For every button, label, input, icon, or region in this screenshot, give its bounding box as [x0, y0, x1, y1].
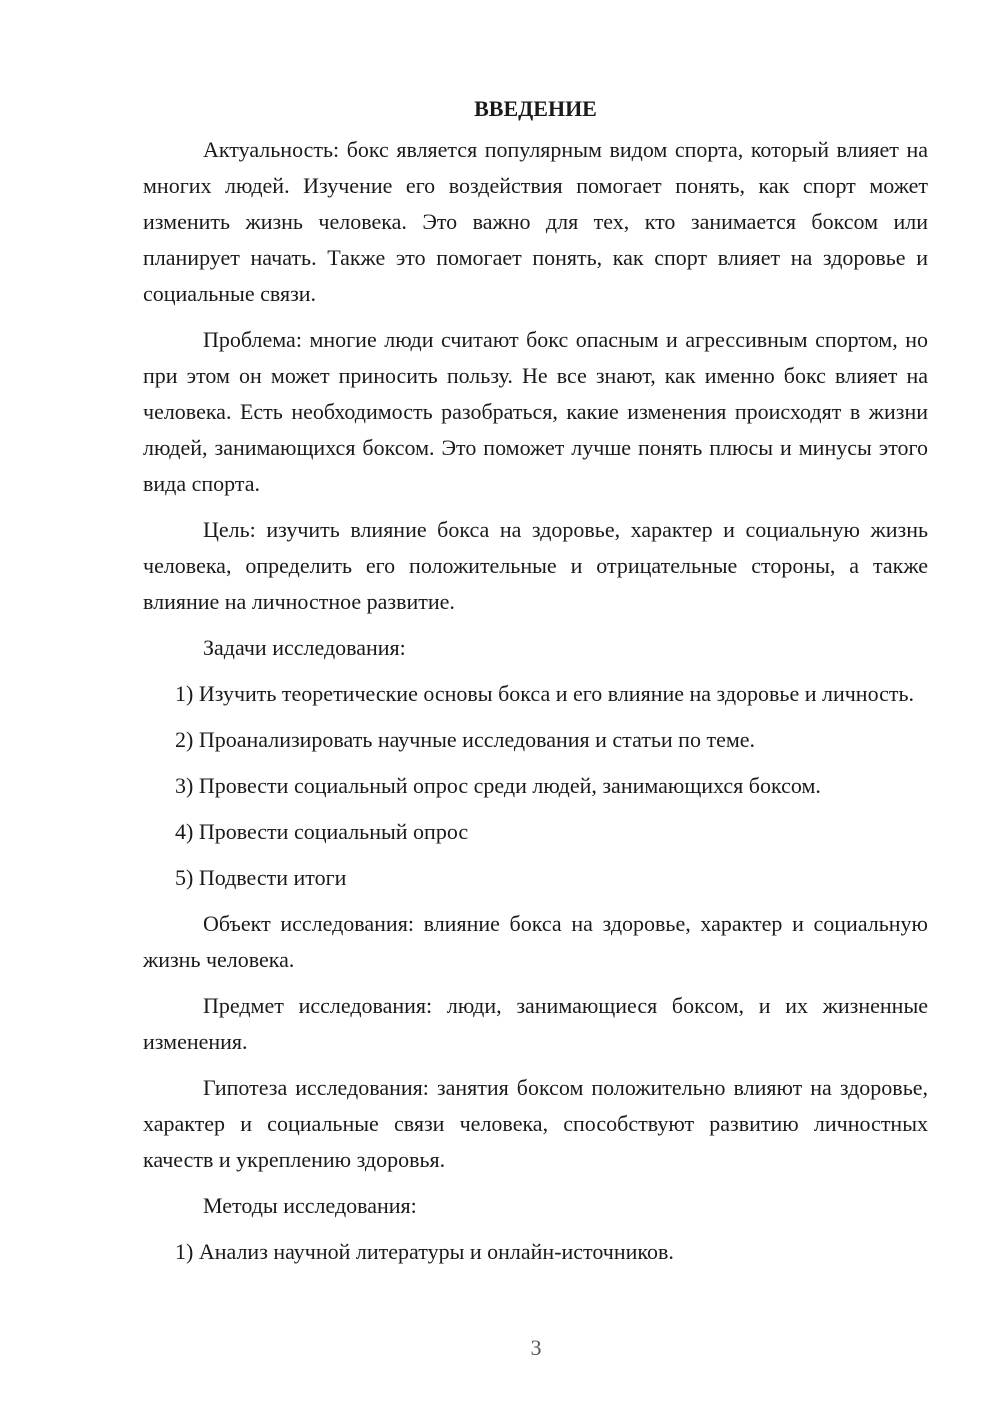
task-item: 3) Провести социальный опрос среди людей, занимающихся боксом.: [175, 773, 821, 798]
section-title: ВВЕДЕНИЕ: [474, 96, 597, 121]
page-content: [143, 88, 928, 1280]
object-paragraph: Объект исследования: влияние бокса на здоровье, характер и социальную жизнь человека.: [143, 911, 928, 972]
methods-heading: Методы исследования:: [203, 1193, 417, 1218]
hypothesis-paragraph: Гипотеза исследования: занятия боксом положительно влияют на здоровье, характер и социальные связи человека, способствуют развитию личностных качеств и укреплению здоровья.: [143, 1075, 928, 1172]
task-item: 2) Проанализировать научные исследования и статьи по теме.: [175, 727, 756, 752]
goal-paragraph: Цель: изучить влияние бокса на здоровье, характер и социальную жизнь человека, определить его положительные и отрицательные стороны, а также влияние на личностное развитие.: [143, 517, 928, 614]
subject-paragraph: Предмет исследования: люди, занимающиеся боксом, и их жизненные изменения.: [143, 993, 928, 1054]
task-item: 4) Провести социальный опрос: [175, 819, 469, 844]
relevance-paragraph: Актуальность: бокс является популярным видом спорта, который влияет на многих людей. Изучение его воздействия помогает понять, как спорт может изменить жизнь человека. Это важно для тех, кто занимается боксом или планирует начать. Также это помогает понять, как спорт влияет на здоровье и социальные связи.: [143, 137, 928, 306]
task-item: 1) Изучить теоретические основы бокса и его влияние на здоровье и личность.: [175, 681, 915, 706]
task-item: 5) Подвести итоги: [175, 865, 347, 890]
page-number: 3: [530, 1335, 542, 1360]
tasks-heading: Задачи исследования:: [203, 635, 406, 660]
method-item: 1) Анализ научной литературы и онлайн-источников.: [175, 1239, 674, 1264]
problem-paragraph: Проблема: многие люди считают бокс опасным и агрессивным спортом, но при этом он может приносить пользу. Не все знают, как именно бокс влияет на человека. Есть необходимость разобраться, какие изменения происходят в жизни людей, занимающихся боксом. Это поможет лучше понять плюсы и минусы этого вида спорта.: [143, 327, 928, 496]
